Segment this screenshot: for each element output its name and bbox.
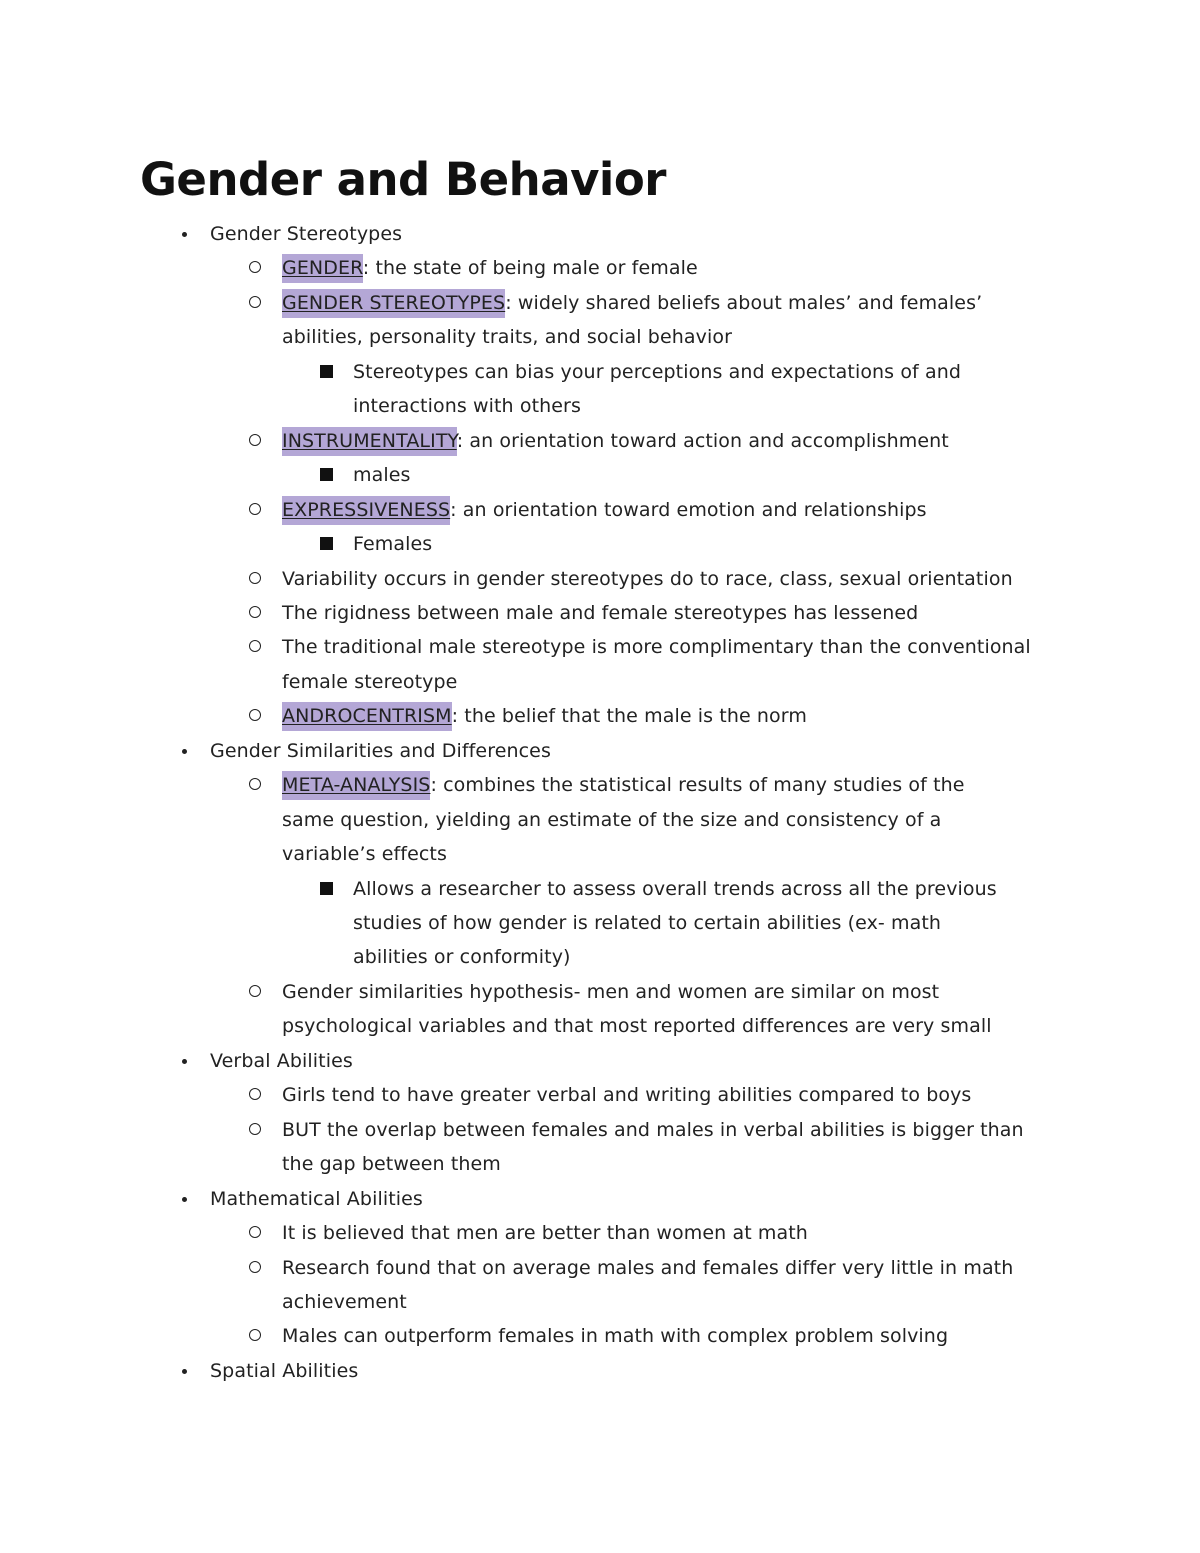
bullet-circle-icon [249, 1123, 261, 1135]
highlighted-term: GENDER STEREOTYPES [282, 289, 505, 318]
outline-line-continuation [282, 320, 732, 355]
line-text: variable’s effects [282, 843, 447, 866]
outline-item-level-1 [210, 1182, 423, 1217]
outline-line-continuation [282, 803, 941, 838]
bullet-dot-icon [182, 1197, 187, 1202]
outline-item-level-2 [282, 1113, 1024, 1148]
outline-line-continuation [353, 906, 941, 941]
highlighted-term: GENDER [282, 254, 363, 283]
outline-item-level-3 [353, 872, 997, 907]
highlighted-term: META-ANALYSIS [282, 771, 430, 800]
line-text: psychological variables and that most reported differences are very small [282, 1015, 992, 1038]
outline-line-continuation [282, 1009, 992, 1044]
line-text: Research found that on average males and females differ very little in math [282, 1256, 1014, 1279]
outline-line-continuation [282, 837, 447, 872]
highlighted-term: ANDROCENTRISM [282, 702, 452, 731]
line-text: Gender similarities hypothesis- men and women are similar on most [282, 980, 940, 1003]
bullet-circle-icon [249, 572, 261, 584]
outline-item-level-2 [282, 424, 949, 459]
bullet-circle-icon [249, 1329, 261, 1341]
line-text: abilities or conformity) [353, 946, 571, 969]
line-text: Variability occurs in gender stereotypes do to race, class, sexual orientation [282, 567, 1013, 590]
highlighted-term: EXPRESSIVENESS [282, 496, 450, 525]
bullet-dot-icon [182, 232, 187, 237]
outline-line-continuation [353, 940, 571, 975]
outline-item-level-2 [282, 562, 1013, 597]
bullet-square-icon [320, 365, 333, 378]
line-text: abilities, personality traits, and social behavior [282, 326, 732, 349]
outline-line-continuation [282, 1147, 501, 1182]
line-text: Spatial Abilities [210, 1359, 359, 1382]
line-text: : an orientation toward action and accomplishment [456, 429, 949, 452]
outline-item-level-2 [282, 975, 939, 1010]
line-text: Verbal Abilities [210, 1049, 353, 1072]
outline-item-level-2 [282, 286, 982, 321]
bullet-circle-icon [249, 640, 261, 652]
outline-line-continuation [282, 665, 457, 700]
bullet-circle-icon [249, 261, 261, 273]
bullet-circle-icon [249, 709, 261, 721]
bullet-circle-icon [249, 503, 261, 515]
bullet-circle-icon [249, 1261, 261, 1273]
line-text: Allows a researcher to assess overall trends across all the previous [353, 877, 997, 900]
line-text: achievement [282, 1290, 407, 1313]
line-text: Girls tend to have greater verbal and writing abilities compared to boys [282, 1084, 972, 1107]
line-text: Gender Stereotypes [210, 223, 403, 245]
outline-item-level-2 [282, 1319, 948, 1354]
bullet-square-icon [320, 882, 333, 895]
line-text: Males can outperform females in math with complex problem solving [282, 1325, 949, 1348]
line-text: Stereotypes can bias your perceptions and expectations of and [353, 360, 962, 383]
bullet-circle-icon [249, 606, 261, 618]
bullet-dot-icon [182, 1059, 187, 1064]
highlighted-term: INSTRUMENTALITY [282, 427, 457, 456]
outline-item-level-2 [282, 493, 927, 528]
line-text: the gap between them [282, 1153, 501, 1176]
outline-item-level-2 [282, 630, 1031, 665]
outline-item-level-2 [282, 1216, 808, 1251]
bullet-circle-icon [249, 985, 261, 997]
outline-item-level-2 [282, 699, 807, 734]
line-text: Mathematical Abilities [210, 1187, 423, 1210]
outline-item-level-3 [353, 355, 961, 390]
line-text: : widely shared beliefs about males’ and females’ [505, 291, 983, 314]
line-text: It is believed that men are better than women at math [282, 1222, 808, 1245]
outline-item-level-1 [210, 1354, 358, 1389]
line-text: Females [353, 533, 433, 556]
outline-item-level-2 [282, 1078, 971, 1113]
outline-line-continuation [353, 389, 581, 424]
line-text: males [353, 464, 411, 487]
line-text: interactions with others [353, 395, 581, 418]
bullet-square-icon [320, 537, 333, 550]
bullet-circle-icon [249, 296, 261, 308]
bullet-circle-icon [249, 434, 261, 446]
bullet-dot-icon [182, 1369, 187, 1374]
line-text: BUT the overlap between females and males in verbal abilities is bigger than [282, 1118, 1024, 1141]
bullet-circle-icon [249, 1088, 261, 1100]
line-text: Gender Similarities and Differences [210, 739, 551, 762]
line-text: The traditional male stereotype is more complimentary than the conventional [282, 636, 1031, 659]
line-text: female stereotype [282, 670, 458, 693]
outline-item-level-2 [282, 251, 698, 286]
outline-item-level-2 [282, 768, 965, 803]
outline-line-continuation [282, 1285, 407, 1320]
line-text: studies of how gender is related to certain abilities (ex- math [353, 912, 942, 934]
outline-item-level-3 [353, 527, 432, 562]
line-text: The rigidness between male and female stereotypes has lessened [282, 601, 919, 624]
bullet-circle-icon [249, 778, 261, 790]
bullet-square-icon [320, 468, 333, 481]
line-text: : the belief that the male is the norm [451, 705, 807, 728]
outline-item-level-1 [210, 217, 402, 252]
outline-item-level-1 [210, 1044, 353, 1079]
outline-item-level-3 [353, 458, 411, 493]
outline-item-level-1 [210, 734, 551, 769]
bullet-circle-icon [249, 1226, 261, 1238]
outline-item-level-2 [282, 1251, 1013, 1286]
line-text: : the state of being male or female [362, 257, 698, 280]
outline-item-level-2 [282, 596, 918, 631]
bullet-dot-icon [182, 749, 187, 754]
line-text: same question, yielding an estimate of the size and consistency of a [282, 808, 942, 831]
line-text: : an orientation toward emotion and relationships [450, 498, 927, 521]
document-title: Gender and Behavior [140, 153, 666, 206]
line-text: : combines the statistical results of many studies of the [430, 774, 965, 797]
